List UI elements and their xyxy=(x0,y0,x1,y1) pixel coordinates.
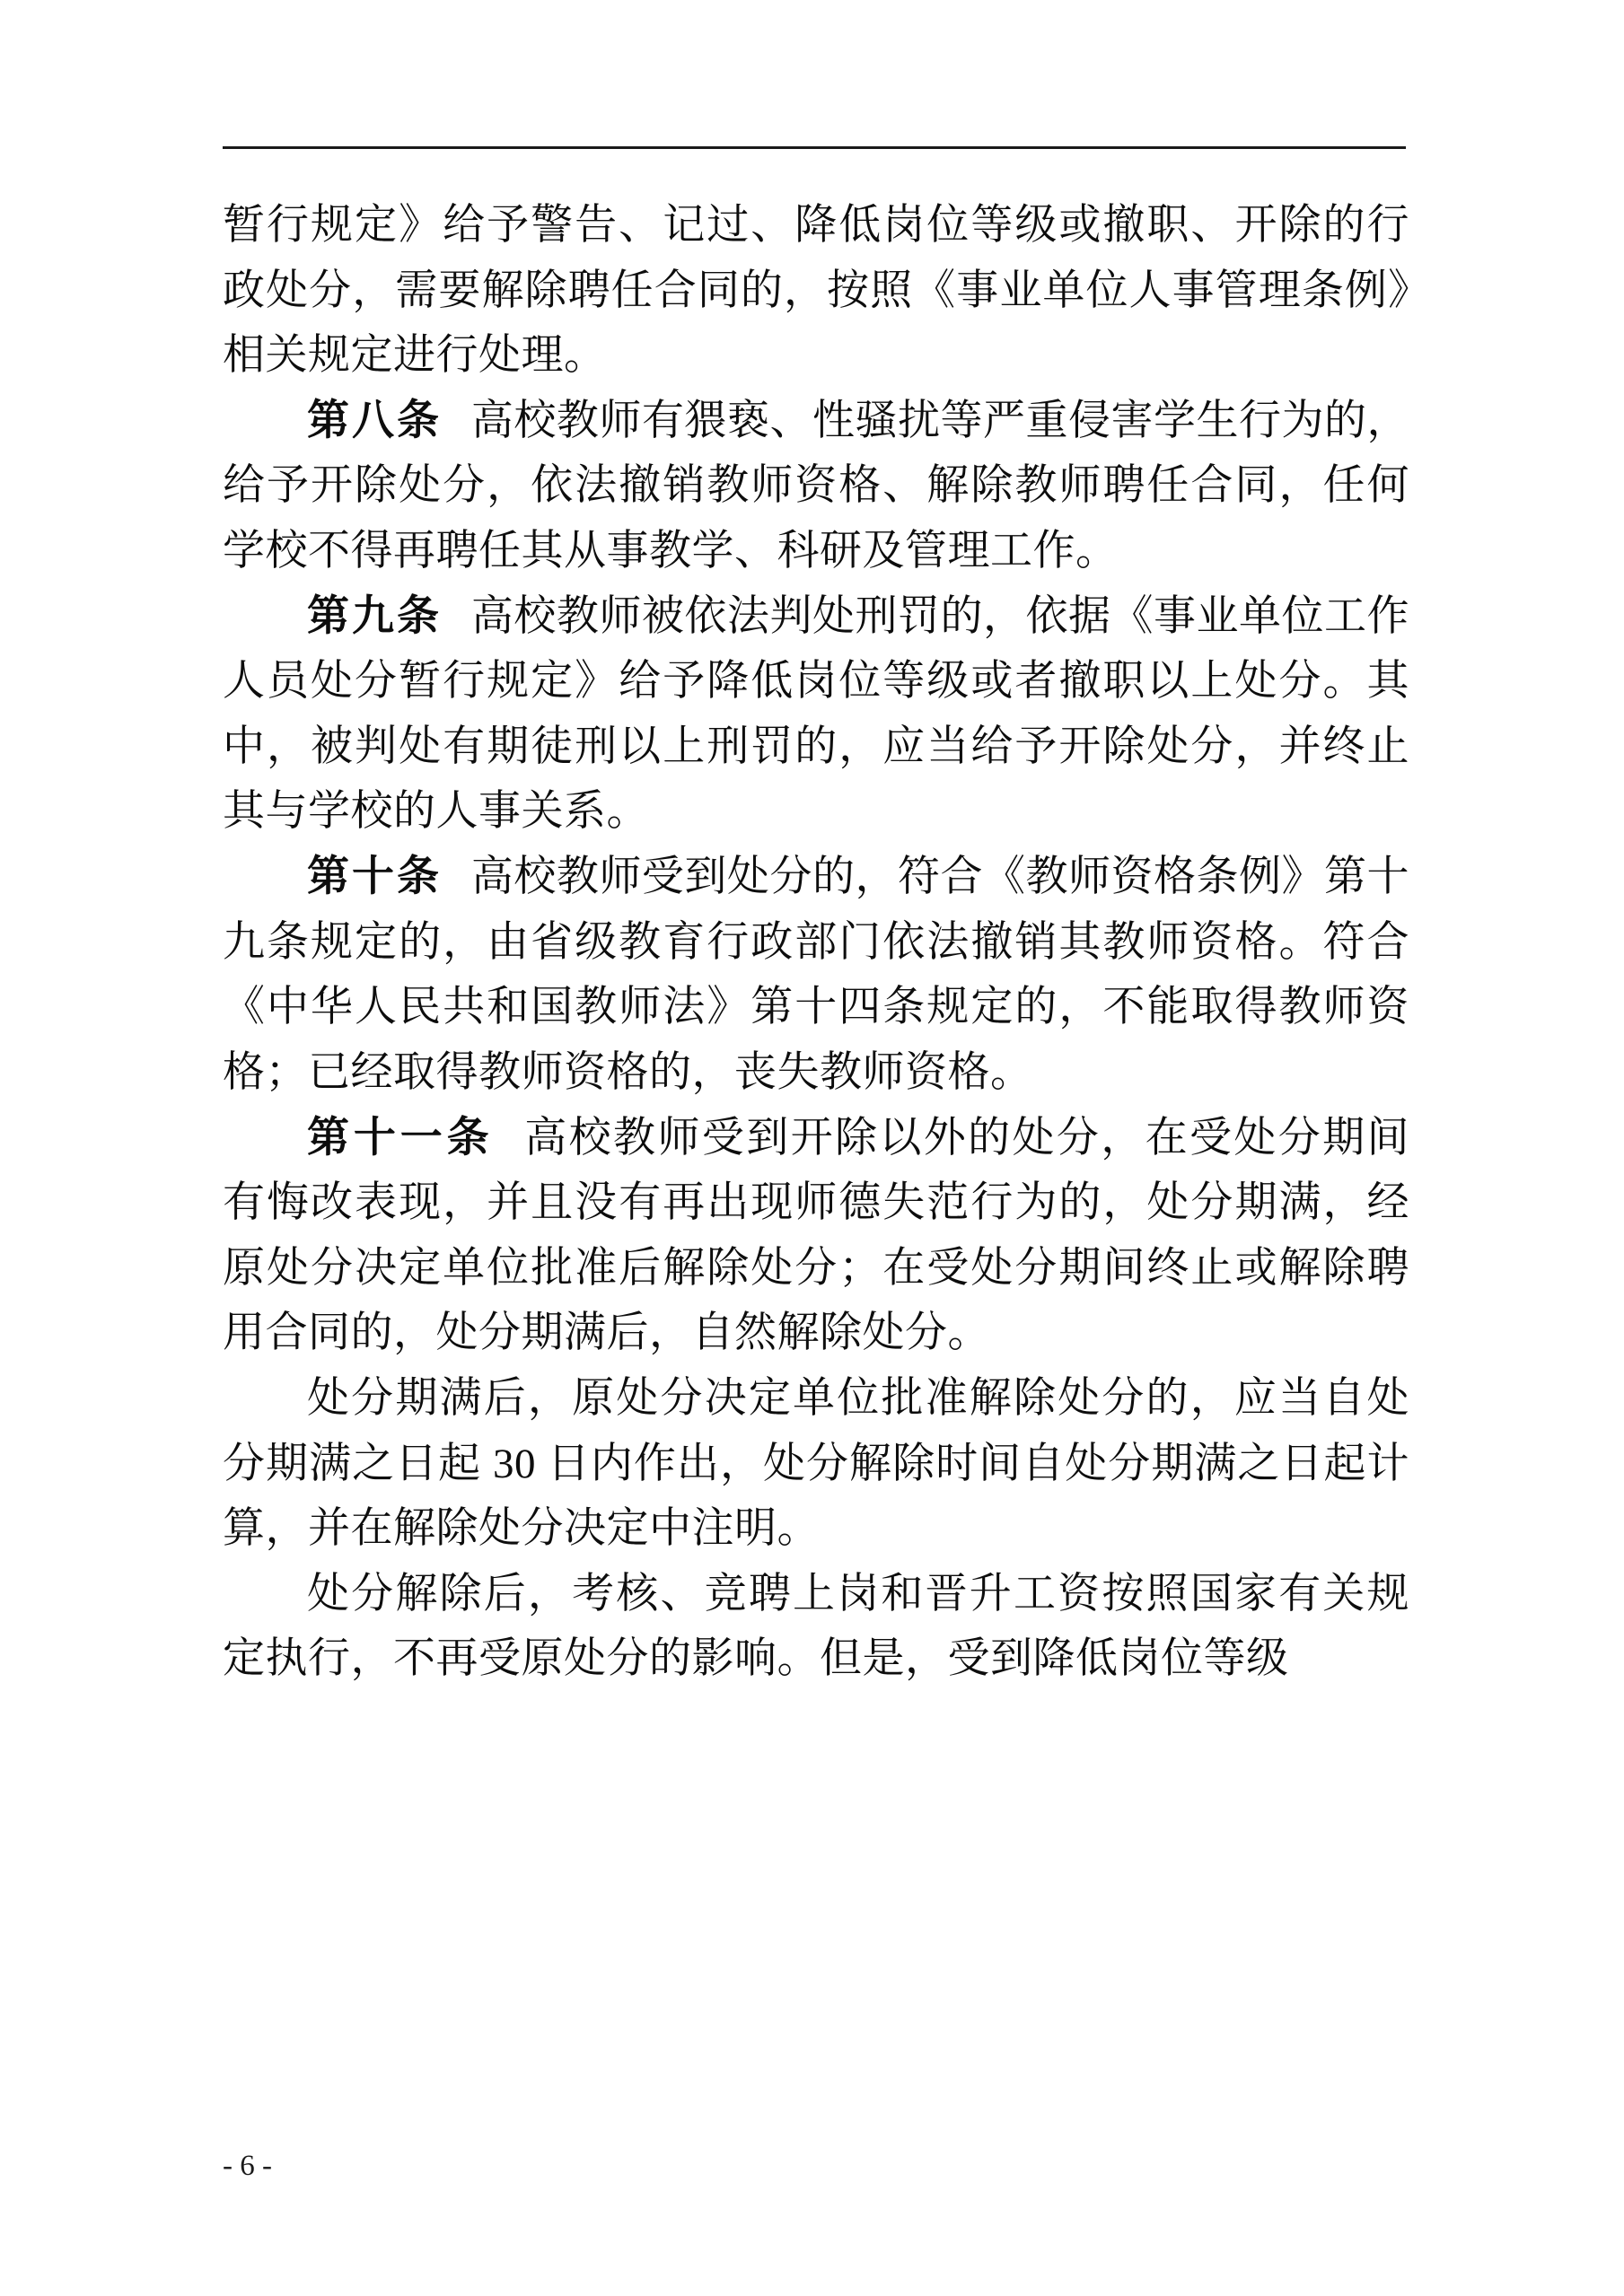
article-label: 第九条 xyxy=(307,592,443,640)
paragraph-text: 处分期满后，原处分决定单位批准解除处分的，应当自处分期满之日起 30 日内作出，处分解除时间自处分期满之日起计算，并在解除处分决定中注明。 xyxy=(223,1374,1409,1553)
paragraph-article-10 xyxy=(223,845,1409,1105)
paragraph-text: 高校教师有猥亵、性骚扰等严重侵害学生行为的，给予开除处分，依法撤销教师资格、解除教师聘任合同，任何学校不得再聘任其从事教学、科研及管理工作。 xyxy=(223,397,1410,575)
paragraph-release-approval xyxy=(223,1366,1409,1562)
paragraph-text: 暂行规定》给予警告、记过、降低岗位等级或撤职、开除的行政处分，需要解除聘任合同的，按照《事业单位人事管理条例》相关规定进行处理。 xyxy=(223,202,1409,380)
paragraph-text: 处分解除后，考核、竞聘上岗和晋升工资按照国家有关规定执行，不再受原处分的影响。但是，受到降低岗位等级 xyxy=(223,1570,1409,1683)
paragraph-continuation xyxy=(223,193,1409,389)
paragraph-article-8 xyxy=(223,389,1409,584)
paragraph-article-11 xyxy=(223,1106,1409,1366)
paragraph-text: 高校教师被依法判处刑罚的，依据《事业单位工作人员处分暂行规定》给予降低岗位等级或者撤职以上处分。其中，被判处有期徒刑以上刑罚的，应当给予开除处分，并终止其与学校的人事关系。 xyxy=(223,592,1410,836)
article-label: 第十条 xyxy=(307,854,443,901)
paragraph-text: 高校教师受到开除以外的处分，在受处分期间有悔改表现，并且没有再出现师德失范行为的，处分期满，经原处分决定单位批准后解除处分；在受处分期间终止或解除聘用合同的，处分期满后，自然解除处分。 xyxy=(223,1114,1410,1357)
paragraph-article-9 xyxy=(223,584,1409,845)
paragraph-after-release xyxy=(223,1562,1409,1692)
article-label: 第八条 xyxy=(307,397,443,444)
header-divider xyxy=(223,146,1406,149)
article-label: 第十一条 xyxy=(307,1114,494,1161)
paragraph-text: 高校教师受到处分的，符合《教师资格条例》第十九条规定的，由省级教育行政部门依法撤销其教师资格。符合《中华人民共和国教师法》第十四条规定的，不能取得教师资格；已经取得教师资格的，丧失教师资格。 xyxy=(223,854,1410,1096)
page-number: - 6 - xyxy=(223,2150,272,2182)
document-body xyxy=(223,193,1409,1692)
